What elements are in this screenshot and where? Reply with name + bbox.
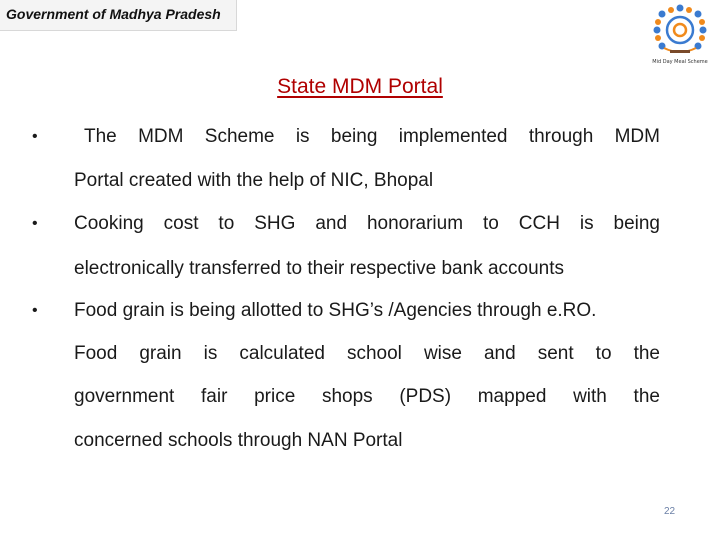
word: grain [139,343,182,364]
word: school [346,343,402,364]
bullet-2-line-1 [74,213,660,235]
word: Scheme [204,126,275,147]
word: the [633,386,660,407]
slide-title [0,75,720,99]
word: cost [163,213,199,234]
mid-day-meal-logo-icon [640,0,720,70]
word: is [579,213,594,234]
word: being [330,126,378,147]
word: mapped [477,386,547,407]
bullet-3-line-3 [74,386,660,408]
slide-title-text: State MDM Portal [277,75,443,98]
bullet-marker: • [32,302,38,319]
word: is [203,343,218,364]
bullet-marker: • [32,128,38,145]
bullet-1-line-1 [84,126,660,148]
word: calculated [239,343,325,364]
word: the [633,343,660,364]
word: shops [321,386,373,407]
word: price [254,386,296,407]
word: government [74,386,175,407]
word: with [573,386,607,407]
header-banner [0,0,237,31]
word: to [595,343,612,364]
word: to [218,213,235,234]
word: MDM [614,126,660,147]
bullet-1-line-2: Portal created with the help of NIC, Bhopal [74,170,434,191]
word: SHG [254,213,296,234]
word: and [315,213,348,234]
word: honorarium [366,213,464,234]
word: to [482,213,499,234]
logo-caption: Mid Day Meal Scheme [652,59,708,65]
word: is [295,126,310,147]
page-number: 22 [664,506,676,517]
word: fair [201,386,228,407]
word: through [528,126,594,147]
word: wise [423,343,462,364]
header-text: Government of Madhya Pradesh [6,6,221,22]
word: Food [74,343,118,364]
word: MDM [138,126,184,147]
word: Cooking [74,213,144,234]
word: being [613,213,660,234]
bullet-3-line-2 [74,343,660,365]
word: sent [537,343,574,364]
word: and [483,343,516,364]
bullet-2-line-2: electronically transferred to their respective bank accounts [74,258,565,279]
bullet-3-line-4: concerned schools through NAN Portal [74,430,403,451]
word: CCH [518,213,560,234]
bullet-3-line-1: Food grain is being allotted to SHG’s /Agencies through e.RO. [74,300,597,321]
word: (PDS) [399,386,452,407]
bullet-marker: • [32,215,38,232]
word: implemented [398,126,508,147]
word: The [84,126,117,147]
